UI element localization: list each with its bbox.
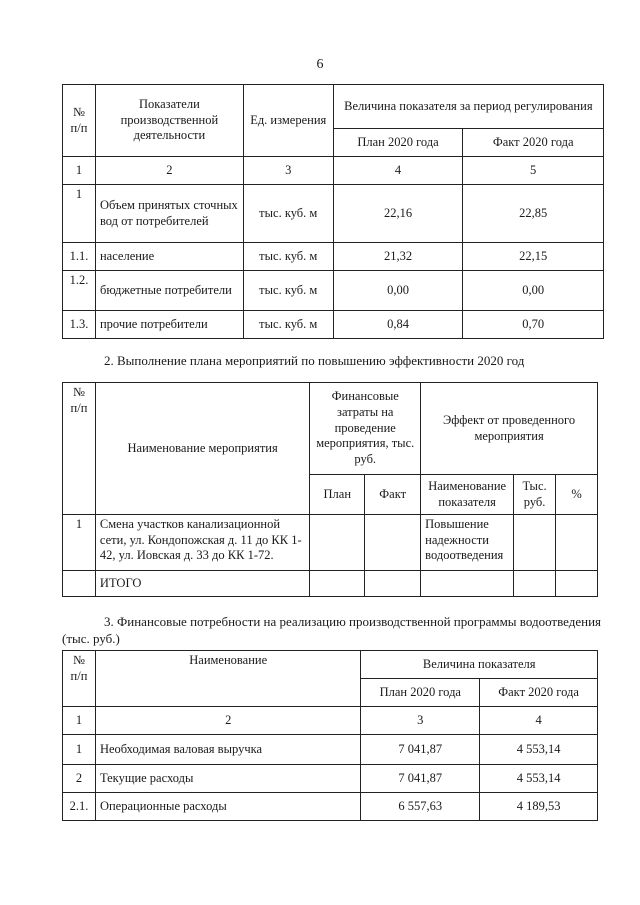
row-num: 1.1. bbox=[63, 243, 96, 271]
row-fact bbox=[365, 515, 421, 571]
header-num: № п/п bbox=[63, 383, 96, 515]
header-thousand-rub: Тыс. руб. bbox=[514, 475, 556, 515]
row-name: население bbox=[95, 243, 243, 271]
header-plan: План 2020 года bbox=[333, 129, 463, 157]
row-num: 1 bbox=[63, 735, 96, 765]
row-unit: тыс. куб. м bbox=[243, 311, 333, 339]
row-fact: 4 553,14 bbox=[480, 735, 598, 765]
row-num: 2 bbox=[63, 765, 96, 793]
row-plan: 6 557,63 bbox=[361, 793, 480, 821]
index-cell: 4 bbox=[333, 157, 463, 185]
header-value: Величина показателя bbox=[361, 651, 598, 679]
table-row bbox=[63, 765, 598, 793]
row-plan: 21,32 bbox=[333, 243, 463, 271]
row-fact: 22,15 bbox=[463, 243, 604, 271]
index-cell: 3 bbox=[361, 707, 480, 735]
total-label: ИТОГО bbox=[95, 571, 309, 597]
header-percent: % bbox=[556, 475, 598, 515]
production-indicators-table bbox=[62, 84, 604, 339]
header-unit: Ед. измерения bbox=[243, 85, 333, 157]
section-2-title: 2. Выполнение плана мероприятий по повышению эффективности 2020 год bbox=[104, 353, 525, 368]
table-row bbox=[63, 243, 604, 271]
row-name: Текущие расходы bbox=[95, 765, 360, 793]
row-plan: 0,00 bbox=[333, 271, 463, 311]
row-plan: 7 041,87 bbox=[361, 765, 480, 793]
total-row bbox=[63, 571, 598, 597]
row-name: Объем принятых сточных вод от потребителей bbox=[95, 185, 243, 243]
row-name: Необходимая валовая выручка bbox=[95, 735, 360, 765]
header-costs: Финансовые затраты на проведение мероприятия, тыс. руб. bbox=[310, 383, 421, 475]
table-row bbox=[63, 271, 604, 311]
section-3-title-text: 3. Финансовые потребности на реализацию производственной программы водоотведения (тыс. руб.) bbox=[62, 614, 602, 646]
row-name: Смена участков канализационной сети, ул. Кондопожская д. 11 до КК 1-42, ул. Иовская д. 33 до КК 1-72. bbox=[95, 515, 309, 571]
financial-needs-table bbox=[62, 650, 598, 821]
header-num: № п/п bbox=[63, 651, 96, 707]
header-fact: Факт 2020 года bbox=[463, 129, 604, 157]
header-plan: План 2020 года bbox=[361, 679, 480, 707]
table-row bbox=[63, 793, 598, 821]
total-num bbox=[63, 571, 96, 597]
row-name: Операционные расходы bbox=[95, 793, 360, 821]
index-cell: 4 bbox=[480, 707, 598, 735]
table-row bbox=[63, 735, 598, 765]
index-cell: 1 bbox=[63, 707, 96, 735]
row-name: бюджетные потребители bbox=[95, 271, 243, 311]
header-name: Наименование мероприятия bbox=[95, 383, 309, 515]
index-cell: 2 bbox=[95, 157, 243, 185]
header-fact: Факт 2020 года bbox=[480, 679, 598, 707]
row-unit: тыс. куб. м bbox=[243, 185, 333, 243]
page-number: 6 bbox=[316, 57, 324, 72]
header-num: № п/п bbox=[63, 85, 96, 157]
row-unit: тыс. куб. м bbox=[243, 271, 333, 311]
table-row bbox=[63, 311, 604, 339]
row-fact: 0,70 bbox=[463, 311, 604, 339]
header-effect: Эффект от проведенного мероприятия bbox=[421, 383, 598, 475]
row-thousand-rub bbox=[514, 515, 556, 571]
table-row bbox=[63, 515, 598, 571]
header-name: Наименование bbox=[95, 651, 360, 707]
index-cell: 1 bbox=[63, 157, 96, 185]
index-cell: 3 bbox=[243, 157, 333, 185]
row-num: 1.3. bbox=[63, 311, 96, 339]
row-num: 1.2. bbox=[63, 271, 96, 311]
efficiency-measures-table bbox=[62, 382, 598, 597]
row-fact: 22,85 bbox=[463, 185, 604, 243]
header-value: Величина показателя за период регулирования bbox=[333, 85, 603, 129]
section-3-title bbox=[62, 614, 602, 648]
header-fact: Факт bbox=[365, 475, 421, 515]
table-row bbox=[63, 185, 604, 243]
row-indicator: Повышение надежности водоотведения bbox=[421, 515, 514, 571]
row-num: 1 bbox=[63, 515, 96, 571]
header-indicator: Показатели производственной деятельности bbox=[95, 85, 243, 157]
row-plan bbox=[310, 515, 365, 571]
row-name: прочие потребители bbox=[95, 311, 243, 339]
row-fact: 0,00 bbox=[463, 271, 604, 311]
row-fact: 4 189,53 bbox=[480, 793, 598, 821]
header-indicator: Наименование показателя bbox=[421, 475, 514, 515]
row-plan: 22,16 bbox=[333, 185, 463, 243]
index-cell: 2 bbox=[95, 707, 360, 735]
row-num: 1 bbox=[63, 185, 96, 243]
row-plan: 7 041,87 bbox=[361, 735, 480, 765]
index-cell: 5 bbox=[463, 157, 604, 185]
row-fact: 4 553,14 bbox=[480, 765, 598, 793]
row-percent bbox=[556, 515, 598, 571]
row-num: 2.1. bbox=[63, 793, 96, 821]
header-plan: План bbox=[310, 475, 365, 515]
row-unit: тыс. куб. м bbox=[243, 243, 333, 271]
row-plan: 0,84 bbox=[333, 311, 463, 339]
